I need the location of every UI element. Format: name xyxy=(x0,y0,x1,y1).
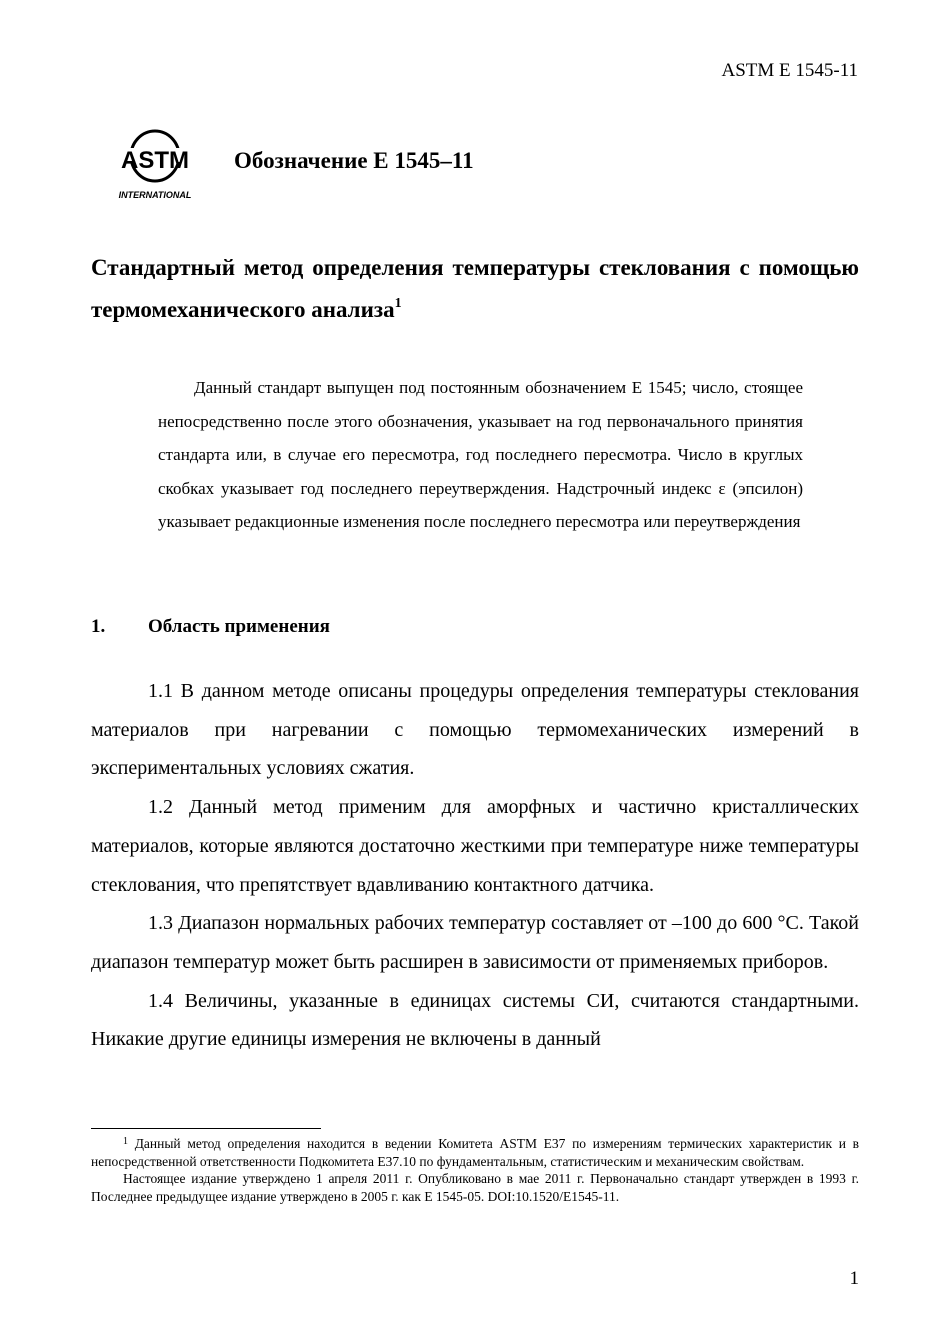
section-number: 1. xyxy=(91,616,106,637)
title-text: Стандартный метод определения температуры стеклования с помощью термомеханического анализа xyxy=(91,255,859,322)
section-1-body xyxy=(91,672,859,1059)
astm-logo xyxy=(113,128,197,202)
footnote-mark: 1 xyxy=(123,1136,128,1147)
title-footnote-mark: 1 xyxy=(394,296,402,311)
logo-subtitle: INTERNATIONAL xyxy=(118,190,192,200)
designation-heading: Обозначение Е 1545–11 xyxy=(234,148,474,173)
paragraph-1-3: 1.3 Диапазон нормальных рабочих температур составляет от –100 до 600 °С. Такой диапазон температур может быть расширен в зависимости от применяемых приборов. xyxy=(91,912,859,973)
document-title xyxy=(91,247,859,331)
footnotes xyxy=(91,1135,859,1205)
paragraph-1-2: 1.2 Данный метод применим для аморфных и частично кристаллических материалов, которые являются достаточно жесткими при температуре ниже температуры стеклования, что препятствует вдавливанию контактного датчика. xyxy=(91,796,859,896)
astm-logo-icon xyxy=(113,128,197,202)
paragraph-1-1: 1.1 В данном методе описаны процедуры определения температуры стеклования материалов при нагревании с помощью термомеханических измерений в экспериментальных условиях сжатия. xyxy=(91,680,859,780)
paragraph-1-4: 1.4 Величины, указанные в единицах системы СИ, считаются стандартными. Никакие другие единицы измерения не включены в данный xyxy=(91,989,859,1051)
logo-letters: ASTM xyxy=(121,147,189,174)
standard-notice: Данный стандарт выпущен под постоянным обозначением Е 1545; число, стоящее непосредственно после этого обозначения, указывает на год первоначального принятия стандарта или, в случае его пересмотра, год последнего пересмотра. Число в круглых скобках указывает год последнего переутверждения. Надстрочный индекс ε (эпсилон) указывает редакционные изменения после последнего пересмотра или переутверждения xyxy=(158,378,803,531)
section-1-heading xyxy=(91,616,330,638)
section-title: Область применения xyxy=(148,616,330,637)
header-document-code: ASTM E 1545-11 xyxy=(721,60,858,81)
page-number: 1 xyxy=(849,1268,859,1289)
footnote-1 xyxy=(91,1135,859,1170)
footnote-1-text: Данный метод определения находится в ведении Комитета ASTM Е37 по измерениям термических характеристик и в непосредственной ответственности Подкомитета Е37.10 по фундаментальным, статистическим и механическим свойствам. xyxy=(91,1136,859,1169)
footnote-divider xyxy=(91,1128,321,1129)
footnote-2: Настоящее издание утверждено 1 апреля 2011 г. Опубликовано в мае 2011 г. Первоначально стандарт утвержден в 1993 г. Последнее предыдущее издание утверждено в 2005 г. как Е 1545-05. DOI:10.1520/E1545-11. xyxy=(91,1171,859,1204)
